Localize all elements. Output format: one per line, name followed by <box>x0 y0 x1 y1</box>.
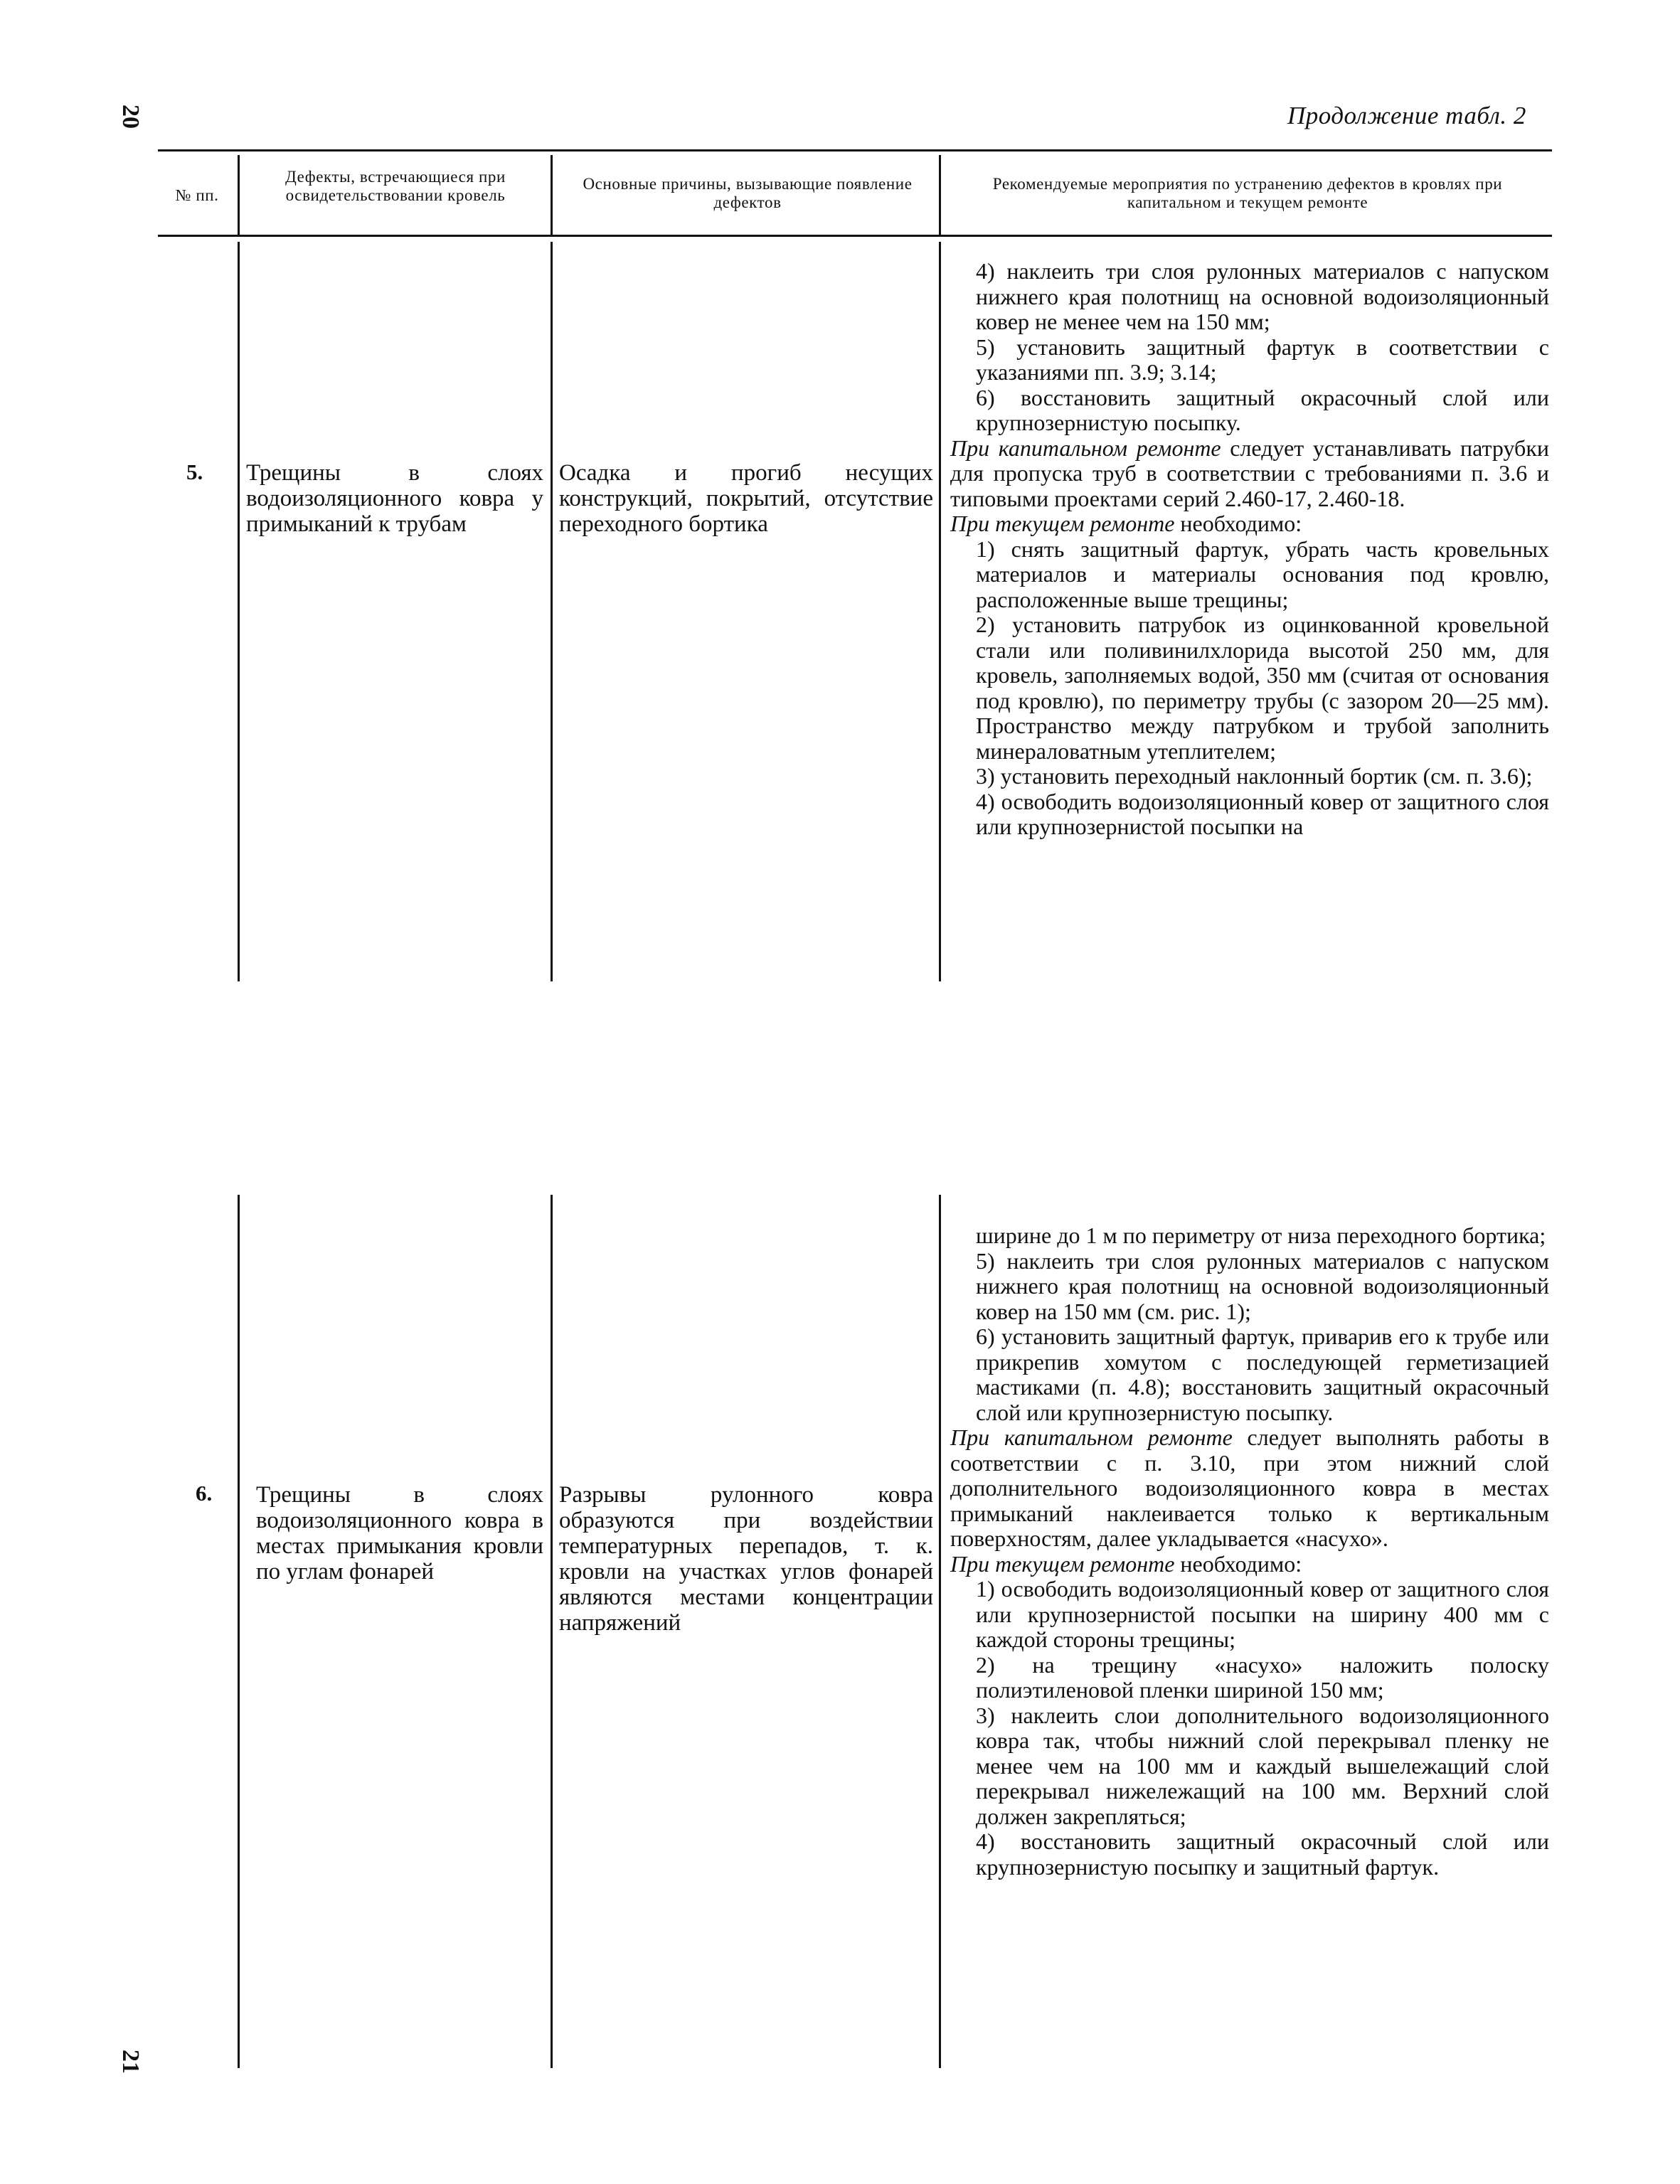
page-number-right: 21 <box>117 2050 144 2074</box>
block2-line-3: 6) установить защитный фартук, приварив его к трубе или прикрепив хомутом с последующей герметизацией мастиками (п. 4.8); восстановить защитный окрасочный слой или крупнозернистую посыпку. <box>976 1323 1549 1425</box>
header-divider-3 <box>939 155 941 235</box>
row6-cause: Разрывы рулонного ковра образуются при воздействии температурных перепадов, т. к. кровли на участках углов фонарей являются местами концентрации напряжений <box>559 1482 933 1636</box>
block1-divider-2 <box>551 242 553 981</box>
row6-defect: Трещины в слоях водоизоляционного ковра в местах примыкания кровли по углам фонарей <box>256 1482 543 1584</box>
row5-defect: Трещины в слоях водоизоляционного ковра у примыканий к трубам <box>246 460 543 537</box>
row6-current-label: При текущем ремонте <box>950 1550 1175 1577</box>
table-header-rule <box>158 235 1552 237</box>
row5-step-1: 1) снять защитный фартук, убрать часть кровельных материалов и материалы основания под кровлю, расположенные выше трещины; <box>976 536 1549 612</box>
row6-step-1: 1) освободить водоизоляционный ковер от защитного слоя или крупнозернистой посыпки на ширину 400 мм с каждой стороны трещины; <box>976 1576 1549 1652</box>
row5-capital-text: следует устанавливать патрубки для пропуска труб в соответствии с требованиями п. 3.6 и типовыми проектами серий 2.460-17, 2.460-18. <box>950 435 1550 511</box>
page-number-left: 20 <box>117 105 144 129</box>
row6-step-3: 3) наклеить слои дополнительного водоизоляционного ковра так, чтобы нижний слой перекрывал пленку не менее чем на 100 мм и каждый вышележащий слой перекрывал нижележащий на 100 мм. Верхний слой должен закрепляться; <box>976 1702 1549 1829</box>
row5-step-4: 4) освободить водоизоляционный ковер от защитного слоя или крупнозернистой посыпки на <box>976 788 1549 839</box>
continuation-title: Продолжение табл. 2 <box>1287 102 1526 129</box>
row5-step-2: 2) установить патрубок из оцинкованной кровельной стали или поливинилхлорида высотой 250 мм, для кровель, заполняемых водой, 350 мм (считая от основания под кровлю), по периметру трубы (с зазором 20—25 мм). Пространство между патрубком и трубой заполнить минераловатным утеплителем; <box>976 612 1549 764</box>
block2-measures <box>950 1223 1549 1880</box>
row6-number: 6. <box>196 1481 213 1506</box>
block2-divider-1 <box>238 1195 240 2068</box>
block1-line-3: 6) восстановить защитный окрасочный слой или крупнозернистую посыпку. <box>976 384 1549 435</box>
row5-cause: Осадка и прогиб несущих конструкций, покрытий, отсутствие переходного бортика <box>559 460 933 537</box>
row5-current-repair <box>950 511 1549 537</box>
row5-capital-repair <box>950 436 1549 512</box>
block1-line-1: 4) наклеить три слоя рулонных материалов с напуском нижнего края полотнищ на основной водоизоляционный ковер не менее чем на 150 мм; <box>976 258 1549 334</box>
block1-measures <box>950 259 1549 840</box>
block2-line-1: ширине до 1 м по периметру от низа переходного бортика; <box>976 1222 1546 1248</box>
header-divider-2 <box>551 155 553 235</box>
block2-divider-3 <box>939 1195 941 2068</box>
row6-step-4: 4) восстановить защитный окрасочный слой или крупнозернистую посыпку и защитный фартук. <box>976 1828 1549 1880</box>
block1-divider-1 <box>238 242 240 981</box>
column-header-causes: Основные причины, вызывающие появление дефектов <box>583 175 913 211</box>
column-header-defects: Дефекты, встречающиеся при освидетельствовании кровель <box>285 168 506 204</box>
row5-step-3: 3) установить переходный наклонный бортик (см. п. 3.6); <box>976 763 1533 789</box>
row5-current-label: При текущем ремонте <box>950 511 1175 536</box>
row6-capital-label: При капитальном ремонте <box>950 1424 1233 1450</box>
row5-current-text: необходимо: <box>1174 511 1302 536</box>
row6-current-repair <box>950 1552 1549 1577</box>
column-header-measures: Рекомендуемые мероприятия по устранению дефектов в кровлях при капитальном и текущем ремонте <box>992 175 1503 211</box>
header-divider-1 <box>238 155 240 235</box>
block1-divider-3 <box>939 242 941 981</box>
row6-capital-text: следует выполнять работы в соответствии с п. 3.10, при этом нижний слой дополнительного водоизоляционного ковра в местах примыканий наклеивается только к вертикальным поверхностям, далее укладывается «насухо». <box>950 1424 1550 1551</box>
row6-current-text: необходимо: <box>1174 1550 1302 1577</box>
block2-divider-2 <box>551 1195 553 2068</box>
row5-capital-label: При капитальном ремонте <box>950 435 1221 461</box>
row6-capital-repair <box>950 1425 1549 1552</box>
row5-number: 5. <box>186 459 203 484</box>
block2-line-2: 5) наклеить три слоя рулонных материалов с напуском нижнего края полотнищ на основной водоизоляционный ковер на 150 мм (см. рис. 1); <box>976 1247 1549 1324</box>
block1-line-2: 5) установить защитный фартук в соответствии с указаниями пп. 3.9; 3.14; <box>976 334 1549 385</box>
row6-step-2: 2) на трещину «насухо» наложить полоску полиэтиленовой пленки шириной 150 мм; <box>976 1651 1549 1703</box>
table-top-rule <box>158 149 1552 151</box>
column-header-number: № пп. <box>175 186 219 204</box>
